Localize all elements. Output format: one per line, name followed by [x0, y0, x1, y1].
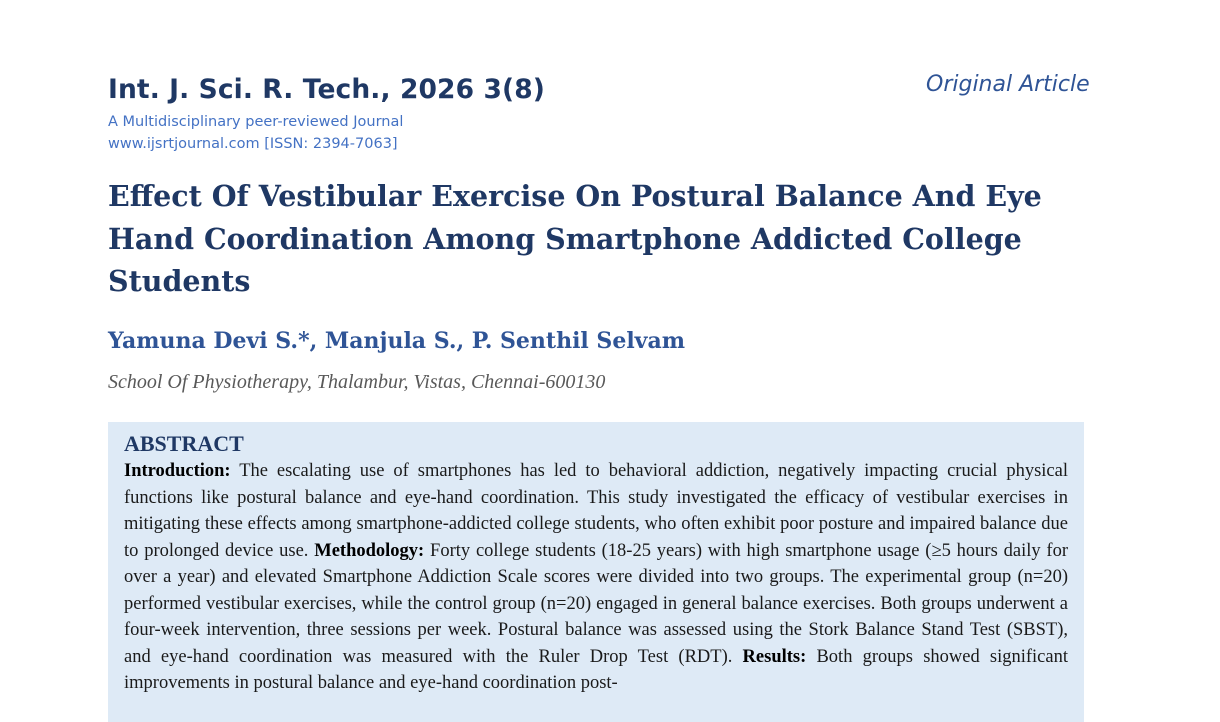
- journal-title: Int. J. Sci. R. Tech., 2026 3(8): [108, 74, 545, 105]
- results-label: Results:: [742, 646, 807, 667]
- author-affiliation: School Of Physiotherapy, Thalambur, Vistas, Chennai-600130: [108, 371, 606, 393]
- article-type-label: Original Article: [926, 72, 1090, 97]
- introduction-text: The escalating use of smartphones has led to behavioral addiction, negatively impacting crucial physical functions like postural balance and eye-hand coordination. This study investigated the efficacy of vestibular exercises in mitigating these effects among smartphone-addicted college students, who often exhibit poor posture and impaired balance due to prolonged device use.: [124, 461, 1068, 561]
- abstract-section: [108, 422, 1084, 722]
- paper-title: Effect Of Vestibular Exercise On Postural Balance And Eye Hand Coordination Among Smartphone Addicted College Students: [108, 179, 1042, 298]
- journal-website-issn: www.ijsrtjournal.com [ISSN: 2394-7063]: [108, 136, 398, 152]
- methodology-label: Methodology:: [314, 540, 425, 561]
- abstract-heading: ABSTRACT: [124, 431, 244, 456]
- methodology-text: Forty college students (18-25 years) with high smartphone usage (≥5 hours daily for over a year) and elevated Smartphone Addiction Scale scores were divided into two groups. The experimental group (n=20) performed vestibular exercises, while the control group (n=20) engaged in general balance exercises. Both groups underwent a four-week intervention, three sessions per week. Postural balance was assessed using the Stork Balance Stand Test (SBST), and eye-hand coordination was measured with the Ruler Drop Test (RDT).: [124, 540, 1068, 667]
- introduction-label: Introduction:: [124, 461, 231, 481]
- results-text: Both groups showed significant improvements in postural balance and eye-hand coordination post-: [124, 646, 1068, 693]
- abstract-body: [124, 458, 1068, 697]
- journal-subtitle: A Multidisciplinary peer-reviewed Journal: [108, 114, 404, 130]
- author-list: Yamuna Devi S.*, Manjula S., P. Senthil Selvam: [108, 328, 685, 354]
